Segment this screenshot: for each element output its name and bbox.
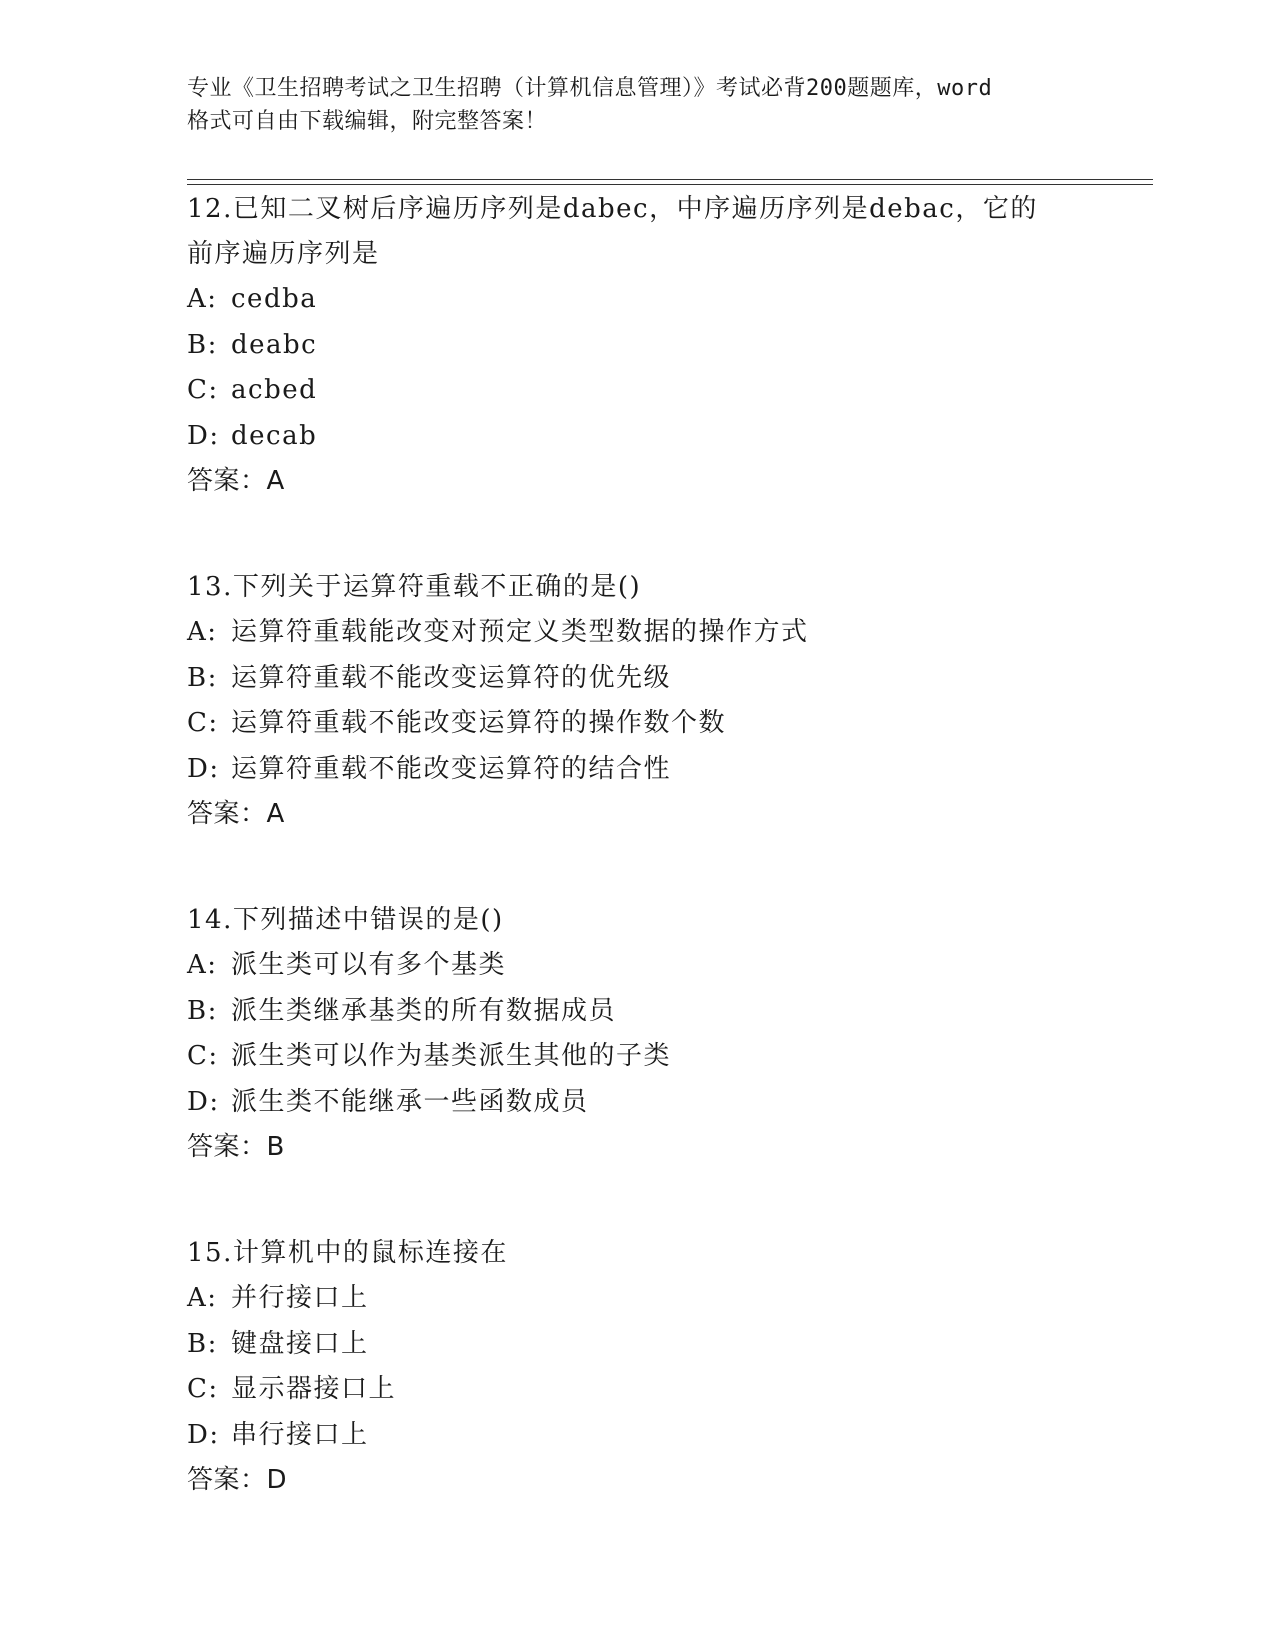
option-text: 派生类可以作为基类派生其他的子类: [231, 1041, 672, 1071]
question-stem: 15.计算机中的鼠标连接在: [187, 1238, 508, 1268]
answer-line: 答案：A: [187, 799, 285, 829]
answer-line: 答案：B: [187, 1132, 285, 1162]
question-stem: 12.已知二叉树后序遍历序列是dabec，中序遍历序列是debac，它的: [187, 194, 1038, 224]
option-text: 串行接口上: [231, 1419, 369, 1450]
question-spacer: [187, 1169, 1087, 1231]
option-key: D:: [187, 1419, 220, 1450]
option-key: B:: [187, 995, 218, 1026]
option-c: [187, 1367, 1087, 1413]
option-text: cedba: [231, 284, 318, 314]
option-b: [187, 989, 1087, 1035]
option-d: [187, 747, 1087, 793]
option-key: C:: [187, 1374, 219, 1404]
option-a: [187, 610, 1087, 656]
option-text: 运算符重载不能改变运算符的结合性: [231, 753, 672, 784]
header-divider-top: [187, 179, 1153, 180]
option-text: 运算符重载能改变对预定义类型数据的操作方式: [231, 617, 809, 647]
question-list: [187, 187, 1087, 1502]
option-d: [187, 1413, 1087, 1459]
option-key: C:: [187, 1041, 219, 1071]
option-text: 派生类继承基类的所有数据成员: [231, 995, 617, 1026]
header-line-1: 专业《卫生招聘考试之卫生招聘（计算机信息管理）》考试必背200题题库，word: [187, 76, 993, 101]
header-divider-bottom: [187, 184, 1153, 185]
option-text: 运算符重载不能改变运算符的操作数个数: [231, 708, 727, 738]
option-key: A:: [187, 617, 218, 647]
option-key: C:: [187, 375, 219, 405]
question-stem: 14.下列描述中错误的是(): [187, 905, 504, 935]
option-key: C:: [187, 708, 219, 738]
option-key: A:: [187, 284, 218, 314]
option-text: decab: [231, 420, 318, 451]
option-c: [187, 368, 1087, 414]
header-line-2: 格式可自由下载编辑，附完整答案！: [187, 109, 548, 134]
option-d: [187, 1080, 1087, 1126]
question-spacer: [187, 503, 1087, 565]
option-key: D:: [187, 1086, 220, 1117]
option-text: 并行接口上: [231, 1283, 369, 1313]
option-d: [187, 414, 1087, 460]
option-key: D:: [187, 420, 220, 451]
option-key: A:: [187, 950, 218, 980]
option-text: 派生类可以有多个基类: [231, 950, 507, 980]
option-text: deabc: [231, 329, 318, 360]
question-spacer: [187, 836, 1087, 898]
option-c: [187, 1034, 1087, 1080]
answer-line: 答案：D: [187, 1465, 288, 1495]
option-text: 键盘接口上: [231, 1328, 369, 1359]
question-15: [187, 1231, 1087, 1502]
option-key: A:: [187, 1283, 218, 1313]
question-stem-continued: 前序遍历序列是: [187, 239, 380, 269]
option-key: B:: [187, 329, 218, 360]
option-a: [187, 277, 1087, 323]
option-text: 派生类不能继承一些函数成员: [231, 1086, 589, 1117]
option-key: D:: [187, 753, 220, 784]
option-a: [187, 943, 1087, 989]
option-a: [187, 1276, 1087, 1322]
answer-line: 答案：A: [187, 466, 285, 496]
option-b: [187, 656, 1087, 702]
option-text: 运算符重载不能改变运算符的优先级: [231, 662, 672, 693]
question-stem: 13.下列关于运算符重载不正确的是(): [187, 572, 642, 602]
question-12: [187, 187, 1087, 503]
question-13: [187, 565, 1087, 836]
option-text: 显示器接口上: [231, 1374, 397, 1404]
document-header: [187, 72, 1087, 138]
option-key: B:: [187, 1328, 218, 1359]
option-c: [187, 701, 1087, 747]
option-key: B:: [187, 662, 218, 693]
option-b: [187, 1322, 1087, 1368]
option-text: acbed: [231, 375, 318, 405]
question-14: [187, 898, 1087, 1169]
option-b: [187, 323, 1087, 369]
